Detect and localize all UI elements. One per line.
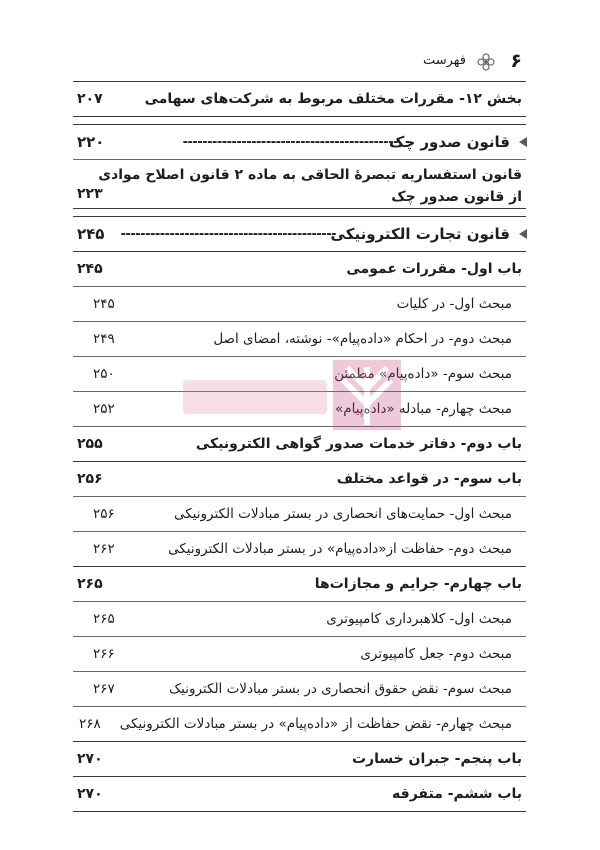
entry-title: باب اول- مقررات عمومی: [346, 261, 522, 277]
toc-entry-chapter[interactable]: [73, 742, 526, 776]
entry-page: ۲۴۵: [93, 296, 115, 312]
entry-title: باب دوم- دفاتر خدمات صدور گواهی الکترونیکی: [195, 436, 522, 452]
dot-leader: --------------------------------------------: [182, 134, 398, 150]
toc-entry-law[interactable]: [73, 217, 526, 251]
ornament-icon: [476, 52, 496, 72]
bullet-arrow-icon: [519, 229, 527, 239]
toc-entry-section[interactable]: [73, 672, 526, 706]
toc-entry-chapter[interactable]: [73, 462, 526, 496]
toc-entry-section[interactable]: [73, 707, 526, 741]
entry-title: مبحث چهارم- مبادله «داده‌پیام»: [334, 401, 512, 417]
entry-title: مبحث دوم- در احکام «داده‌پیام»- نوشته، امضای اصل: [213, 331, 512, 347]
entry-page: ۲۵۵: [77, 436, 103, 452]
divider: [73, 811, 526, 812]
header-title: فهرست: [422, 53, 466, 68]
entry-page: ۲۶۵: [93, 611, 115, 627]
dot-leader: --------------------------------------------: [120, 226, 336, 242]
entry-title: مبحث اول- کلاهبرداری کامپیوتری: [326, 611, 512, 627]
entry-title: باب پنجم- جبران خسارت: [351, 751, 522, 767]
toc-entry-chapter[interactable]: [73, 160, 526, 208]
toc-entry-section[interactable]: [73, 322, 526, 356]
entry-page: ۲۶۸: [79, 716, 101, 732]
entry-page: ۲۴۵: [77, 225, 105, 243]
publisher-watermark-logo: [183, 358, 403, 432]
page-header: [73, 52, 526, 72]
toc-entry-section[interactable]: [73, 497, 526, 531]
entry-title: مبحث دوم- حفاظت از«داده‌پیام» در بستر مبادلات الکترونیکی: [168, 541, 512, 557]
entry-title: مبحث چهارم- نقض حفاظت از «داده‌پیام» در بستر مبادلات الکترونیکی: [119, 716, 512, 732]
page-number: ۶: [510, 50, 522, 72]
entry-title: مبحث اول- حمایت‌های انحصاری در بستر مبادلات الکترونیکی: [173, 506, 512, 522]
entry-page: ۲۲۳: [77, 186, 103, 202]
toc-entry-chapter[interactable]: [73, 252, 526, 286]
entry-title: باب سوم- در قواعد مختلف: [336, 471, 522, 487]
toc-entry-section[interactable]: [73, 532, 526, 566]
toc-entry-chapter[interactable]: [73, 777, 526, 811]
entry-title: مبحث دوم- جعل کامپیوتری: [360, 646, 512, 662]
toc-entry-law[interactable]: [73, 125, 526, 159]
entry-page: ۲۴۹: [93, 331, 115, 347]
entry-page: ۲۰۷: [77, 91, 103, 107]
toc-entry-chapter[interactable]: [73, 427, 526, 461]
toc-entry-section[interactable]: [73, 602, 526, 636]
entry-title: مبحث سوم- نقض حقوق انحصاری در بستر مبادلات الکترونیک: [169, 681, 512, 697]
entry-page: ۲۵۲: [93, 401, 115, 417]
entry-page: ۲۴۵: [77, 261, 103, 277]
entry-title: مبحث اول- در کلیات: [396, 296, 512, 312]
entry-page: ۲۵۰: [93, 366, 115, 382]
entry-page: ۲۶۷: [93, 681, 115, 697]
entry-page: ۲۶۶: [93, 646, 115, 662]
entry-page: ۲۲۰: [77, 133, 105, 151]
entry-title: قانون استفساریه تبصرهٔ الحاقی به ماده ۲ قانون اصلاح موادی از قانون صدور چک: [98, 167, 522, 205]
entry-page: ۲۵۶: [77, 471, 103, 487]
entry-title: قانون تجارت الکترونیکی: [330, 225, 510, 243]
entry-title: بخش ۱۲- مقررات مختلف مربوط به شرکت‌های سهامی: [144, 91, 522, 107]
entry-page: ۲۵۶: [93, 506, 115, 522]
table-of-contents: [73, 81, 526, 812]
toc-entry-chapter[interactable]: [73, 567, 526, 601]
toc-entry-chapter[interactable]: [73, 82, 526, 116]
entry-title: باب ششم- متفرقه: [392, 786, 522, 802]
entry-page: ۲۷۰: [77, 751, 103, 767]
toc-entry-section[interactable]: [73, 287, 526, 321]
bullet-arrow-icon: [519, 137, 527, 147]
entry-title: مبحث سوم- «داده‌پیام» مطمئن: [334, 366, 512, 382]
entry-title: باب چهارم- جرایم و مجازات‌ها: [314, 576, 522, 592]
entry-page: ۲۷۰: [77, 786, 103, 802]
toc-entry-section[interactable]: [73, 637, 526, 671]
entry-title: قانون صدور چک: [388, 133, 510, 151]
entry-page: ۲۶۵: [77, 576, 103, 592]
entry-page: ۲۶۲: [93, 541, 115, 557]
